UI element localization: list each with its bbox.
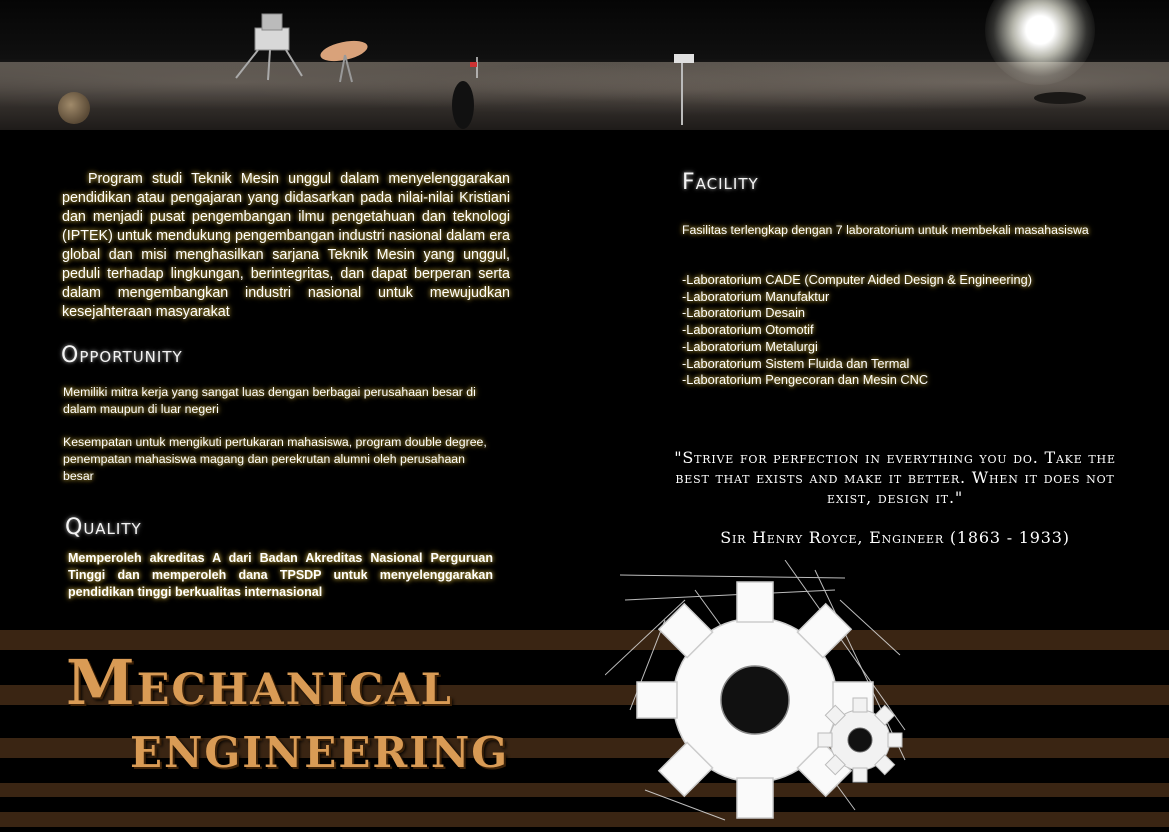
facility-intro: Fasilitas terlengkap dengan 7 laboratorium untuk membekali masahasiswa	[682, 223, 1089, 237]
quote-author: Sir Henry Royce, Engineer (1863 - 1933)	[720, 528, 1070, 547]
quality-text: Memperoleh akreditas A dari Badan Akreditas Nasional Perguruan Tinggi dan memperoleh dana TPSDP untuk menyelenggarakan pendidikan tinggi berkualitas internasional	[68, 551, 493, 599]
title-engineering: engineering	[130, 712, 510, 782]
quality-heading: Quality	[65, 515, 142, 540]
opportunity-paragraph-2: Kesempatan untuk mengikuti pertukaran mahasiswa, program double degree, penempatan mahasiswa magang dan perekrutan alumni oleh perusahaan besar	[63, 435, 487, 483]
lab-item: -Laboratorium Desain	[682, 305, 806, 321]
opportunity-paragraph-1: Memiliki mitra kerja yang sangat luas dengan berbagai perusahaan besar di dalam maupun di luar negeri	[63, 385, 476, 416]
gear-illustration	[605, 560, 925, 827]
program-description: Program studi Teknik Mesin unggul dalam menyelenggarakan pendidikan atau pengajaran yang didasarkan pada nilai-nilai Kristiani dan menjadi pusat pengembangan ilmu pengetahuan dan teknologi (IPTEK) untuk mendukung pengembangan industri nasional dalam era global dan misi menghasilkan sarjana Teknik Mesin yang unggul, peduli terhadap lingkungan, berintegritas, dan dapat berperan serta dalam mengembangkan industri nasional untuk mewujudkan kesejahteraan masyarakat	[62, 171, 510, 320]
gear-icon	[605, 560, 925, 827]
lab-item: -Laboratorium Sistem Fluida dan Termal	[682, 355, 910, 371]
facility-heading: Facility	[682, 170, 759, 195]
laboratory-list	[682, 272, 1122, 389]
royce-quote: "Strive for perfection in everything you do. Take the best that exists and make it better. When it does not exist, design it."	[674, 448, 1116, 507]
lab-item: -Laboratorium CADE (Computer Aided Design & Engineering)	[682, 272, 1032, 287]
lunar-module-illustration	[0, 0, 1169, 130]
stripe	[0, 812, 1169, 827]
opportunity-heading: Opportunity	[61, 343, 183, 368]
lab-item: -Laboratorium Otomotif	[682, 322, 814, 338]
lab-item: -Laboratorium Manufaktur	[682, 288, 830, 304]
stripe	[0, 783, 1169, 797]
title-mechanical: Mechanical	[66, 646, 453, 719]
lab-item: -Laboratorium Metalurgi	[682, 338, 818, 354]
lab-item: -Laboratorium Pengecoran dan Mesin CNC	[682, 372, 929, 388]
moon-panorama-banner	[0, 0, 1169, 130]
